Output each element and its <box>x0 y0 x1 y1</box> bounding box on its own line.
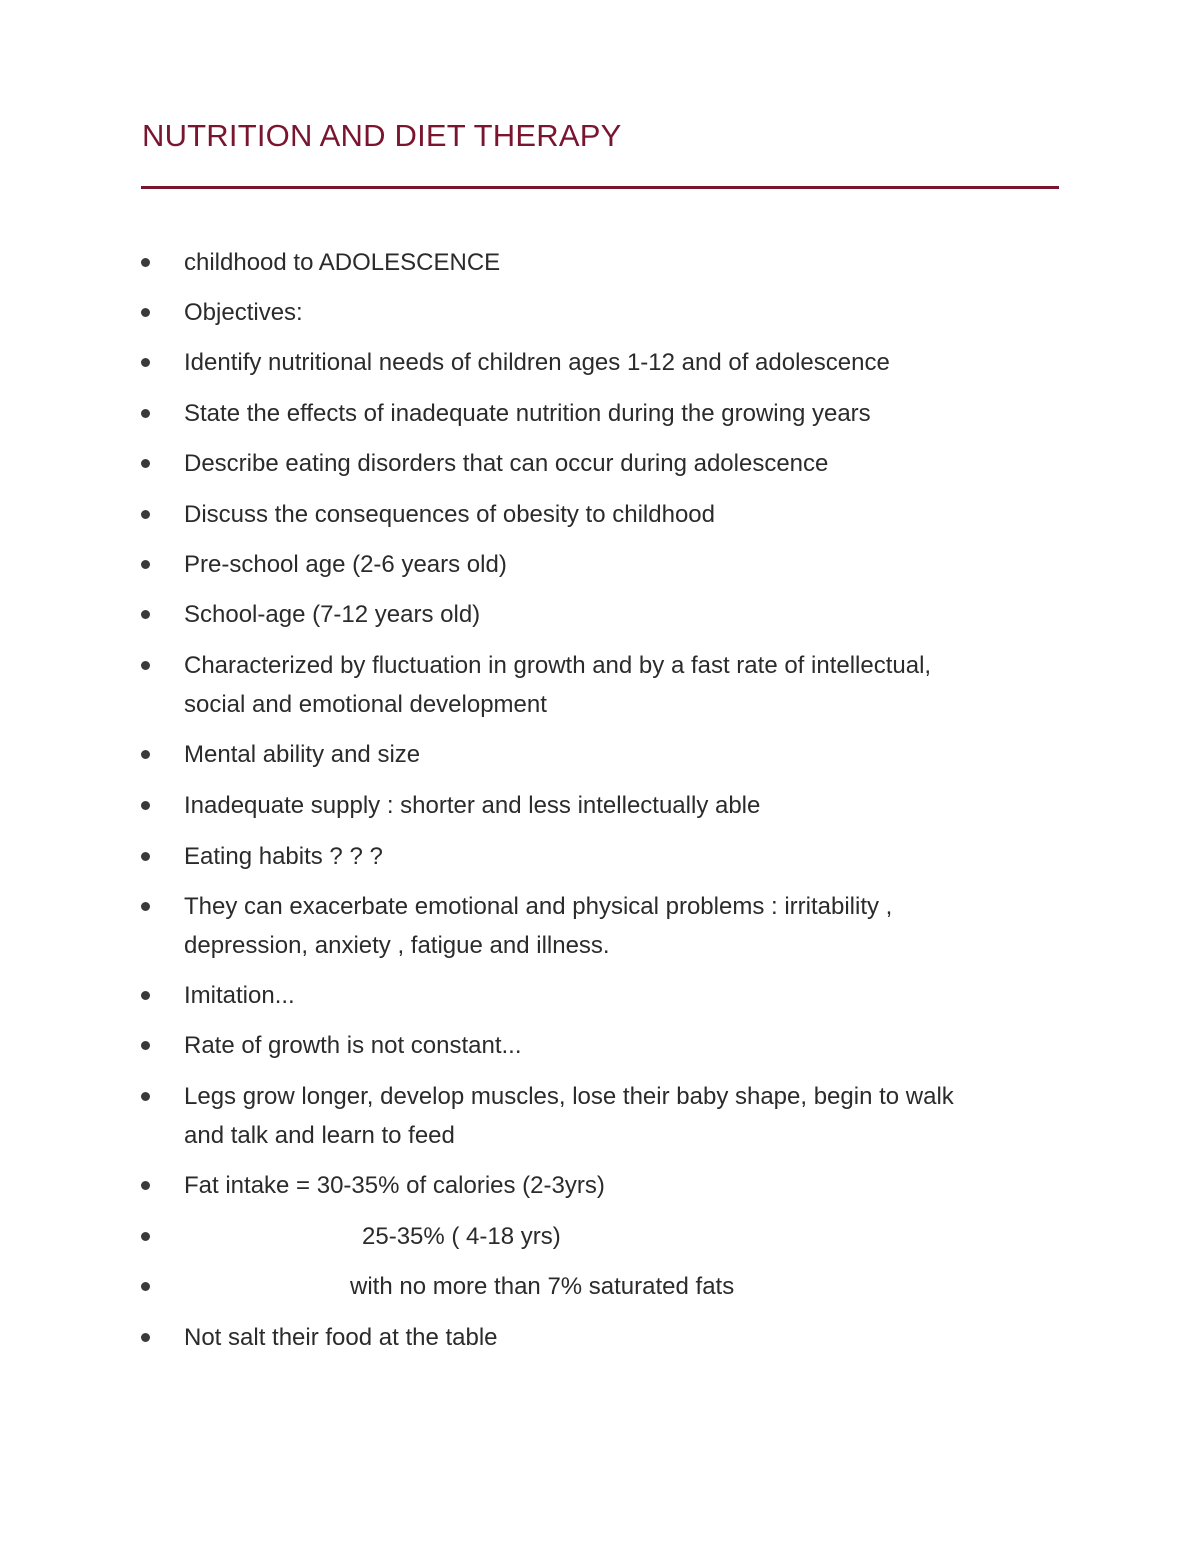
round-bullet-icon <box>141 258 150 267</box>
list-item <box>0 1166 1200 1205</box>
list-item-text: 25-35% ( 4-18 yrs) <box>362 1223 561 1250</box>
list-item <box>0 1267 1200 1306</box>
round-bullet-icon <box>141 610 150 619</box>
round-bullet-icon <box>141 750 150 759</box>
list-item <box>0 343 1200 382</box>
list-item-text: School-age (7-12 years old) <box>184 601 481 628</box>
round-bullet-icon <box>141 801 150 810</box>
list-item-text: Eating habits ? ? ? <box>184 843 383 870</box>
round-bullet-icon <box>141 308 150 317</box>
list-item-text: Legs grow longer, develop muscles, lose their baby shape, begin to walk <box>184 1083 954 1110</box>
round-bullet-icon <box>141 1041 150 1050</box>
list-item-text: Inadequate supply : shorter and less intellectually able <box>184 792 761 819</box>
list-item-text: Rate of growth is not constant... <box>184 1032 522 1059</box>
list-item-text: and talk and learn to feed <box>184 1122 455 1149</box>
list-item-text: Imitation... <box>184 982 295 1009</box>
round-bullet-icon <box>141 1333 150 1342</box>
list-item <box>0 837 1200 876</box>
list-item <box>0 1026 1200 1065</box>
list-item-text: Describe eating disorders that can occur during adolescence <box>184 450 829 477</box>
list-item-text: Objectives: <box>184 299 303 326</box>
list-item <box>0 735 1200 774</box>
round-bullet-icon <box>141 661 150 670</box>
round-bullet-icon <box>141 852 150 861</box>
list-item-text: Discuss the consequences of obesity to childhood <box>184 501 715 528</box>
round-bullet-icon <box>141 902 150 911</box>
list-item-text: Characterized by fluctuation in growth and by a fast rate of intellectual, <box>184 652 932 679</box>
round-bullet-icon <box>141 510 150 519</box>
round-bullet-icon <box>141 1282 150 1291</box>
title-divider <box>141 186 1059 189</box>
list-item-text: social and emotional development <box>184 691 547 718</box>
list-item <box>0 444 1200 483</box>
list-item-text: childhood to ADOLESCENCE <box>184 249 501 276</box>
list-item-text: with no more than 7% saturated fats <box>350 1273 735 1300</box>
round-bullet-icon <box>141 1232 150 1241</box>
round-bullet-icon <box>141 459 150 468</box>
list-item <box>0 786 1200 825</box>
page-title: NUTRITION AND DIET THERAPY <box>142 118 622 153</box>
list-item <box>0 1077 1200 1155</box>
list-item-text: Mental ability and size <box>184 741 421 768</box>
round-bullet-icon <box>141 409 150 418</box>
round-bullet-icon <box>141 1092 150 1101</box>
list-item <box>0 595 1200 634</box>
round-bullet-icon <box>141 358 150 367</box>
list-item <box>0 545 1200 584</box>
list-item-text: Not salt their food at the table <box>184 1324 498 1351</box>
list-item-text: Identify nutritional needs of children ages 1-12 and of adolescence <box>184 349 890 376</box>
round-bullet-icon <box>141 1181 150 1190</box>
list-item-text: Pre-school age (2-6 years old) <box>184 551 507 578</box>
list-item <box>0 243 1200 282</box>
list-item <box>0 976 1200 1015</box>
list-item-text: depression, anxiety , fatigue and illness. <box>184 932 610 959</box>
list-item-text: State the effects of inadequate nutrition during the growing years <box>184 400 871 427</box>
list-item <box>0 1217 1200 1256</box>
list-item-text: They can exacerbate emotional and physical problems : irritability , <box>184 893 893 920</box>
round-bullet-icon <box>141 560 150 569</box>
list-item <box>0 1318 1200 1357</box>
list-item <box>0 887 1200 965</box>
list-item <box>0 293 1200 332</box>
list-item <box>0 495 1200 534</box>
round-bullet-icon <box>141 991 150 1000</box>
list-item <box>0 394 1200 433</box>
list-item <box>0 646 1200 724</box>
list-item-text: Fat intake = 30-35% of calories (2-3yrs) <box>184 1172 605 1199</box>
